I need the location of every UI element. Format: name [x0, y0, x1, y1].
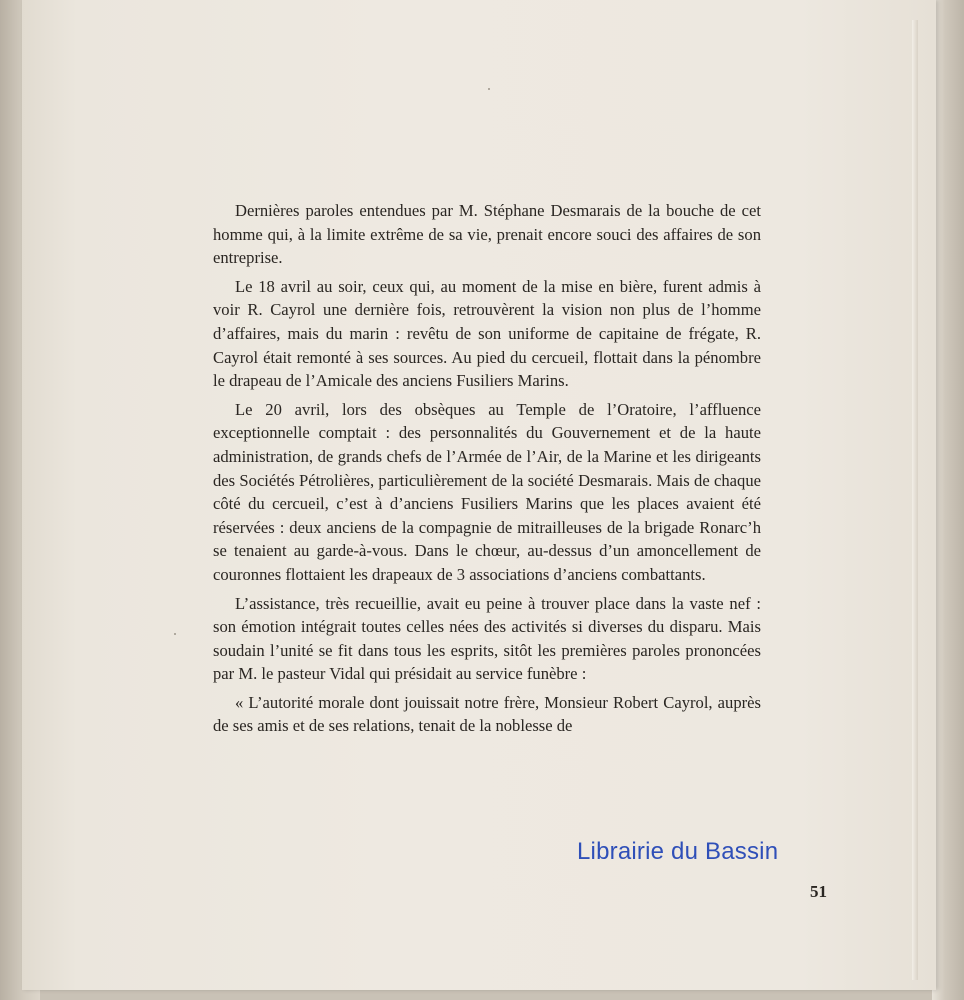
paper-speck [488, 88, 490, 90]
paragraph: « L’autorité morale dont jouissait notre frère, Monsieur Robert Cayrol, auprès de ses amis et de ses relations, tenait de la noblesse de [213, 692, 761, 736]
paragraph: L’assistance, très recueillie, avait eu peine à trouver place dans la vaste nef : son émotion intégrait toutes celles nées des activités si diverses du disparu. Mais soudain l’unité se fit dans tous les esprits, sitôt les premières paroles prononcées par M. le pasteur Vidal qui présidait au service funèbre : [213, 593, 761, 684]
page-edge [912, 20, 918, 980]
backdrop-right [932, 0, 964, 1000]
paper-speck [174, 633, 176, 635]
paragraph: Le 20 avril, lors des obsèques au Temple de l’Oratoire, l’affluence exceptionnelle comptait : des personnalités du Gouvernement et de la haute administration, de grands chefs de l’Armée de l’Air, de la Marine et les dirigeants des Sociétés Pétrolières, particulièrement de la société Desmarais. Mais de chaque côté du cercueil, c’est à d’anciens Fusiliers Marins que les places avaient été réservées : deux anciens de la compagnie de mitrailleuses de la brigade Ronarc’h se tenaient au garde-à-vous. Dans le chœur, au-dessus d’un amoncellement de couronnes flottaient les drapeaux de 3 associations d’anciens combattants. [213, 399, 761, 584]
paragraph: Le 18 avril au soir, ceux qui, au moment de la mise en bière, furent admis à voir R. Cayrol une dernière fois, retrouvèrent la vision non plus de l’homme d’affaires, mais du marin : revêtu de son uniforme de capitaine de frégate, R. Cayrol était remonté à ses sources. Au pied du cercueil, flottait dans la pénombre le drapeau de l’Amicale des anciens Fusiliers Marins. [213, 276, 761, 391]
book-page [22, 0, 936, 990]
page-number: 51 [810, 882, 827, 901]
paragraph: Dernières paroles entendues par M. Stéphane Desmarais de la bouche de cet homme qui, à la limite extrême de sa vie, prenait encore souci des affaires de son entreprise. [213, 201, 761, 268]
body-text [213, 199, 761, 743]
watermark: Librairie du Bassin [577, 838, 779, 865]
